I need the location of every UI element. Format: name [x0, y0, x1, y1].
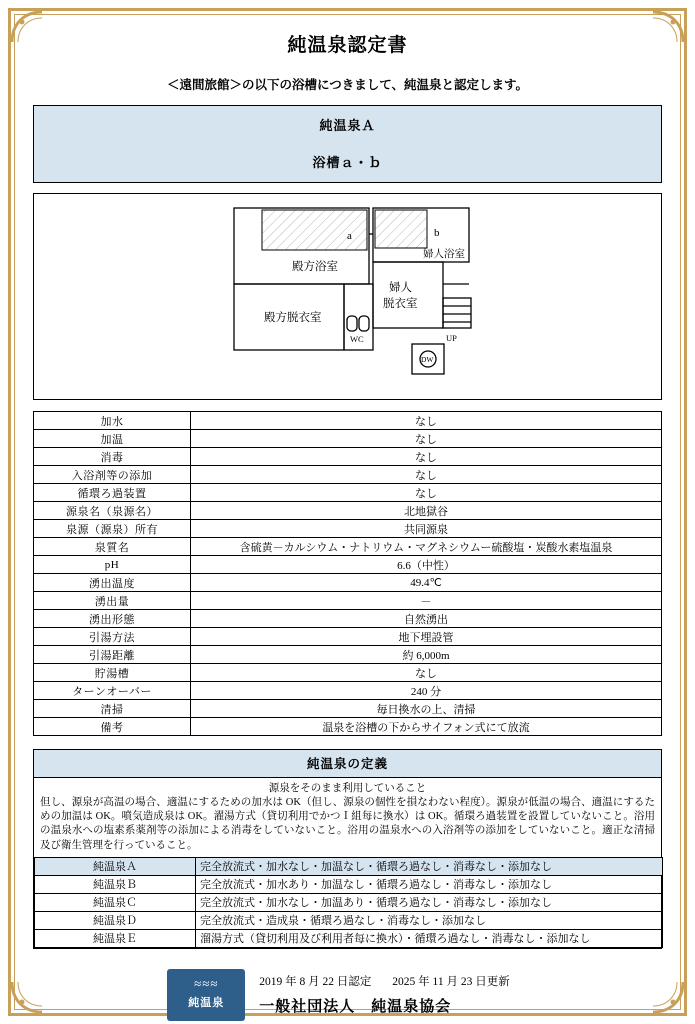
grade-table-body — [35, 857, 663, 947]
info-key: 循環ろ過装置 — [34, 484, 191, 502]
label-womens-changing-2: 脱衣室 — [383, 298, 418, 310]
definition-body: 但し、源泉が高温の場合、適温にするための加水は OK（但し、源泉の個性を損なわない程度）。源泉が低温の場合、適温にするための加温は OK。噴気造成泉は OK。濯湯方式（貸切利用でかつＩ組每に換水）は OK。循環ろ過装置を設置していないこと。浴用の温泉水への塩素系薬剤等の添加による消毒をしていないこと。浴用の温泉水への入浴剤等の添加をしていないこと。適正な清掃及び衛生管理を行っていること。 — [40, 797, 655, 851]
grade-desc: 完全放流式・加水なし・加温あり・循環ろ過なし・消毒なし・添加なし — [196, 893, 663, 911]
table-row — [35, 893, 663, 911]
info-value: 自然湧出 — [191, 610, 662, 628]
info-table-body — [34, 412, 662, 736]
info-key: 泉源（源泉）所有 — [34, 520, 191, 538]
info-value: 約 6,000m — [191, 646, 662, 664]
grade-name: 純温泉Ｄ — [35, 911, 196, 929]
certification-banner — [33, 105, 662, 183]
info-value: － — [191, 592, 662, 610]
label-dw: DW — [421, 355, 434, 364]
info-value: なし — [191, 466, 662, 484]
table-row — [35, 875, 663, 893]
document-content — [33, 26, 662, 1021]
info-key: pH — [34, 556, 191, 574]
grade-name: 純温泉Ｃ — [35, 893, 196, 911]
label-womens-bath: 婦人浴室 — [423, 249, 465, 260]
info-key: 泉質名 — [34, 538, 191, 556]
updated-date: 2025 年 11 月 23 日更新 — [392, 976, 510, 989]
grade-desc: 溜湯方式（貸切利用及び利用者每に換水）・循環ろ過なし・消毒なし・添加なし — [196, 929, 663, 947]
info-value: 共同源泉 — [191, 520, 662, 538]
table-row — [34, 574, 662, 592]
table-row — [34, 700, 662, 718]
table-row — [35, 929, 663, 947]
grade-name: 純温泉Ａ — [35, 857, 196, 875]
info-key: 湧出量 — [34, 592, 191, 610]
info-key: 加水 — [34, 412, 191, 430]
info-key: 清掃 — [34, 700, 191, 718]
table-row — [35, 857, 663, 875]
certified-date: 2019 年 8 月 22 日認定 — [259, 976, 372, 989]
certification-bath: 浴槽ａ・ｂ — [312, 155, 383, 170]
table-row — [35, 911, 663, 929]
label-mens-bath: 殿方浴室 — [292, 261, 338, 273]
info-value: 49.4℃ — [191, 574, 662, 592]
table-row — [34, 430, 662, 448]
table-row — [34, 646, 662, 664]
info-value: 地下埋設管 — [191, 628, 662, 646]
certification-grade: 純温泉Ａ — [319, 118, 376, 133]
info-key: 入浴剤等の添加 — [34, 466, 191, 484]
table-row — [34, 628, 662, 646]
table-row — [34, 610, 662, 628]
table-row — [34, 538, 662, 556]
info-value: なし — [191, 484, 662, 502]
definition-heading: 純温泉の定義 — [34, 750, 661, 778]
steam-icon: ≈≈≈ — [194, 976, 219, 992]
info-key: 貯湯槽 — [34, 664, 191, 682]
info-key: 備考 — [34, 718, 191, 736]
info-key: 湧出形態 — [34, 610, 191, 628]
info-key: 引湯距離 — [34, 646, 191, 664]
onsen-info-table — [33, 411, 662, 736]
table-row — [34, 664, 662, 682]
grade-desc: 完全放流式・造成泉・循環ろ過なし・消毒なし・添加なし — [196, 911, 663, 929]
info-value: 毎日換水の上、清掃 — [191, 700, 662, 718]
info-value: 240 分 — [191, 682, 662, 700]
info-key: 源泉名（泉源名） — [34, 502, 191, 520]
floorplan-diagram — [33, 193, 662, 400]
association-logo — [167, 969, 245, 1021]
info-value: なし — [191, 430, 662, 448]
info-value: 含硫黄－カルシウム・ナトリウム・マグネシウムー硫酸塩・炭酸水素塩温泉 — [191, 538, 662, 556]
label-up: UP — [446, 333, 457, 343]
grade-desc: 完全放流式・加水なし・加温なし・循環ろ過なし・消毒なし・添加なし — [196, 857, 663, 875]
table-row — [34, 466, 662, 484]
table-row — [34, 448, 662, 466]
table-row — [34, 520, 662, 538]
info-key: 湧出温度 — [34, 574, 191, 592]
info-value: なし — [191, 412, 662, 430]
grade-desc: 完全放流式・加水あり・加温なし・循環ろ過なし・消毒なし・添加なし — [196, 875, 663, 893]
label-womens-changing-1: 婦人 — [389, 282, 412, 294]
logo-label: 純温泉 — [188, 997, 225, 1010]
definition-lead: 源泉をそのまま利用していること — [268, 783, 427, 794]
info-key: 加温 — [34, 430, 191, 448]
table-row — [34, 592, 662, 610]
organization-name: 一般社団法人 純温泉協会 — [259, 999, 452, 1016]
info-value: 6.6（中性） — [191, 556, 662, 574]
info-key: 引湯方法 — [34, 628, 191, 646]
document-subtitle: ＜遠間旅館＞の以下の浴槽につきまして、純温泉と認定します。 — [166, 78, 528, 92]
label-bath-b: b — [434, 227, 440, 239]
footer-text-block — [259, 973, 527, 1016]
table-row — [34, 412, 662, 430]
info-value: 北地獄谷 — [191, 502, 662, 520]
definition-section — [33, 749, 662, 949]
floorplan-svg — [34, 194, 661, 397]
info-value: なし — [191, 448, 662, 466]
info-value: なし — [191, 664, 662, 682]
footer-dates — [259, 973, 527, 989]
table-row — [34, 556, 662, 574]
grade-table — [34, 857, 663, 948]
document-footer — [33, 969, 662, 1021]
page-title: 純温泉認定書 — [287, 35, 408, 56]
table-row — [34, 502, 662, 520]
info-key: 消毒 — [34, 448, 191, 466]
table-row — [34, 682, 662, 700]
label-wc: WC — [350, 334, 364, 344]
table-row — [34, 718, 662, 736]
table-row — [34, 484, 662, 502]
label-bath-a: a — [347, 230, 352, 242]
info-value: 温泉を浴槽の下からサイフォン式にて放流 — [191, 718, 662, 736]
info-key: ターンオーバー — [34, 682, 191, 700]
grade-name: 純温泉Ｂ — [35, 875, 196, 893]
label-mens-changing: 殿方脱衣室 — [264, 312, 322, 324]
grade-name: 純温泉Ｅ — [35, 929, 196, 947]
